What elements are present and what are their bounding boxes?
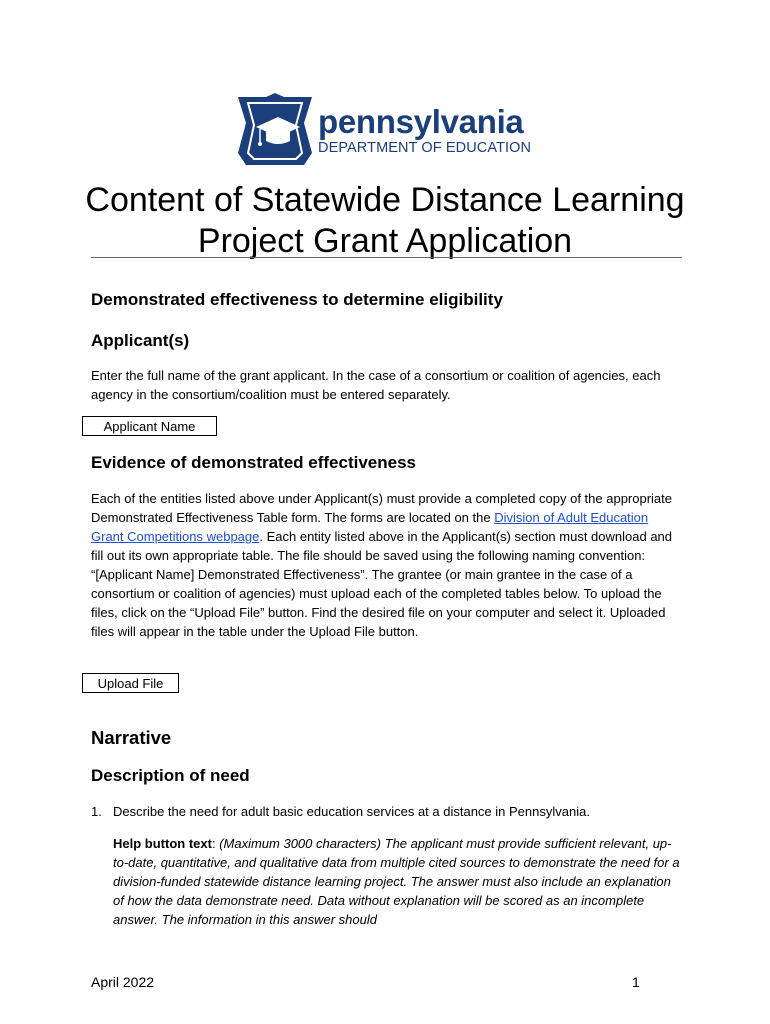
applicants-instructions: Enter the full name of the grant applicant. In the case of a consortium or coalition of agencies, each agency in the consortium/coalition must be entered separately. [91,368,661,402]
page-number: 1 [632,974,640,990]
section-heading-need: Description of need [91,766,250,785]
document-title [80,180,690,262]
help-text-block [113,834,681,929]
title-line-2: Project Grant Application [197,222,573,260]
evidence-text-after-link: . Each entity listed above in the Applicant(s) section must download and fill out its own appropriate table. The file should be saved using the following naming convention: “[Applicant Name] Demonstrated Effectiveness”. The grantee (or main grantee in the case of a consortium or coalition of agencies) must upload each of the completed tables below. To upload the files, click on the “Upload File” button. Find the desired file on your computer and select it. Uploaded files will appear in the table under the Upload File button. [91,529,673,639]
help-text: (Maximum 3000 characters) The applicant must provide sufficient relevant, up-to-date, quantitative, and qualitative data from multiple cited sources to demonstrate the need for a division-funded statewide distance learning project. The answer must also include an explanation of how the data demonstrate need. Data without explanation will be scored as an incomplete answer. The information in this answer should [113,836,680,927]
logo-wordmark: pennsylvania [318,103,524,140]
help-label: Help button text [113,836,212,851]
section-heading-narrative: Narrative [91,727,172,748]
question-number: 1. [91,804,102,819]
help-colon: : [211,836,216,851]
evidence-text-before-link: Each of the entities listed above under Applicant(s) must provide a completed copy of the appropriate Demonstrated Effectiveness Table form. The forms are located on the [91,491,673,525]
logo-department: DEPARTMENT OF EDUCATION [318,140,532,156]
footer-date: April 2022 [91,974,155,990]
title-line-1: Content of Statewide Distance Learning [85,181,685,219]
section-heading-demonstrated: Demonstrated effectiveness to determine eligibility [91,290,503,309]
evidence-instructions [91,489,681,641]
title-divider [91,257,682,258]
question-item-1 [91,802,681,821]
question-text: Describe the need for adult basic education services at a distance in Pennsylvania. [113,804,590,819]
grant-competitions-link[interactable]: Division of Adult Education Grant Competitions webpage [91,510,649,544]
keystone-logo-icon [238,93,312,170]
upload-file-button[interactable]: Upload File [82,673,179,693]
section-heading-evidence: Evidence of demonstrated effectiveness [91,453,417,472]
section-heading-applicants: Applicant(s) [91,331,190,350]
applicant-name-button[interactable]: Applicant Name [82,416,217,436]
